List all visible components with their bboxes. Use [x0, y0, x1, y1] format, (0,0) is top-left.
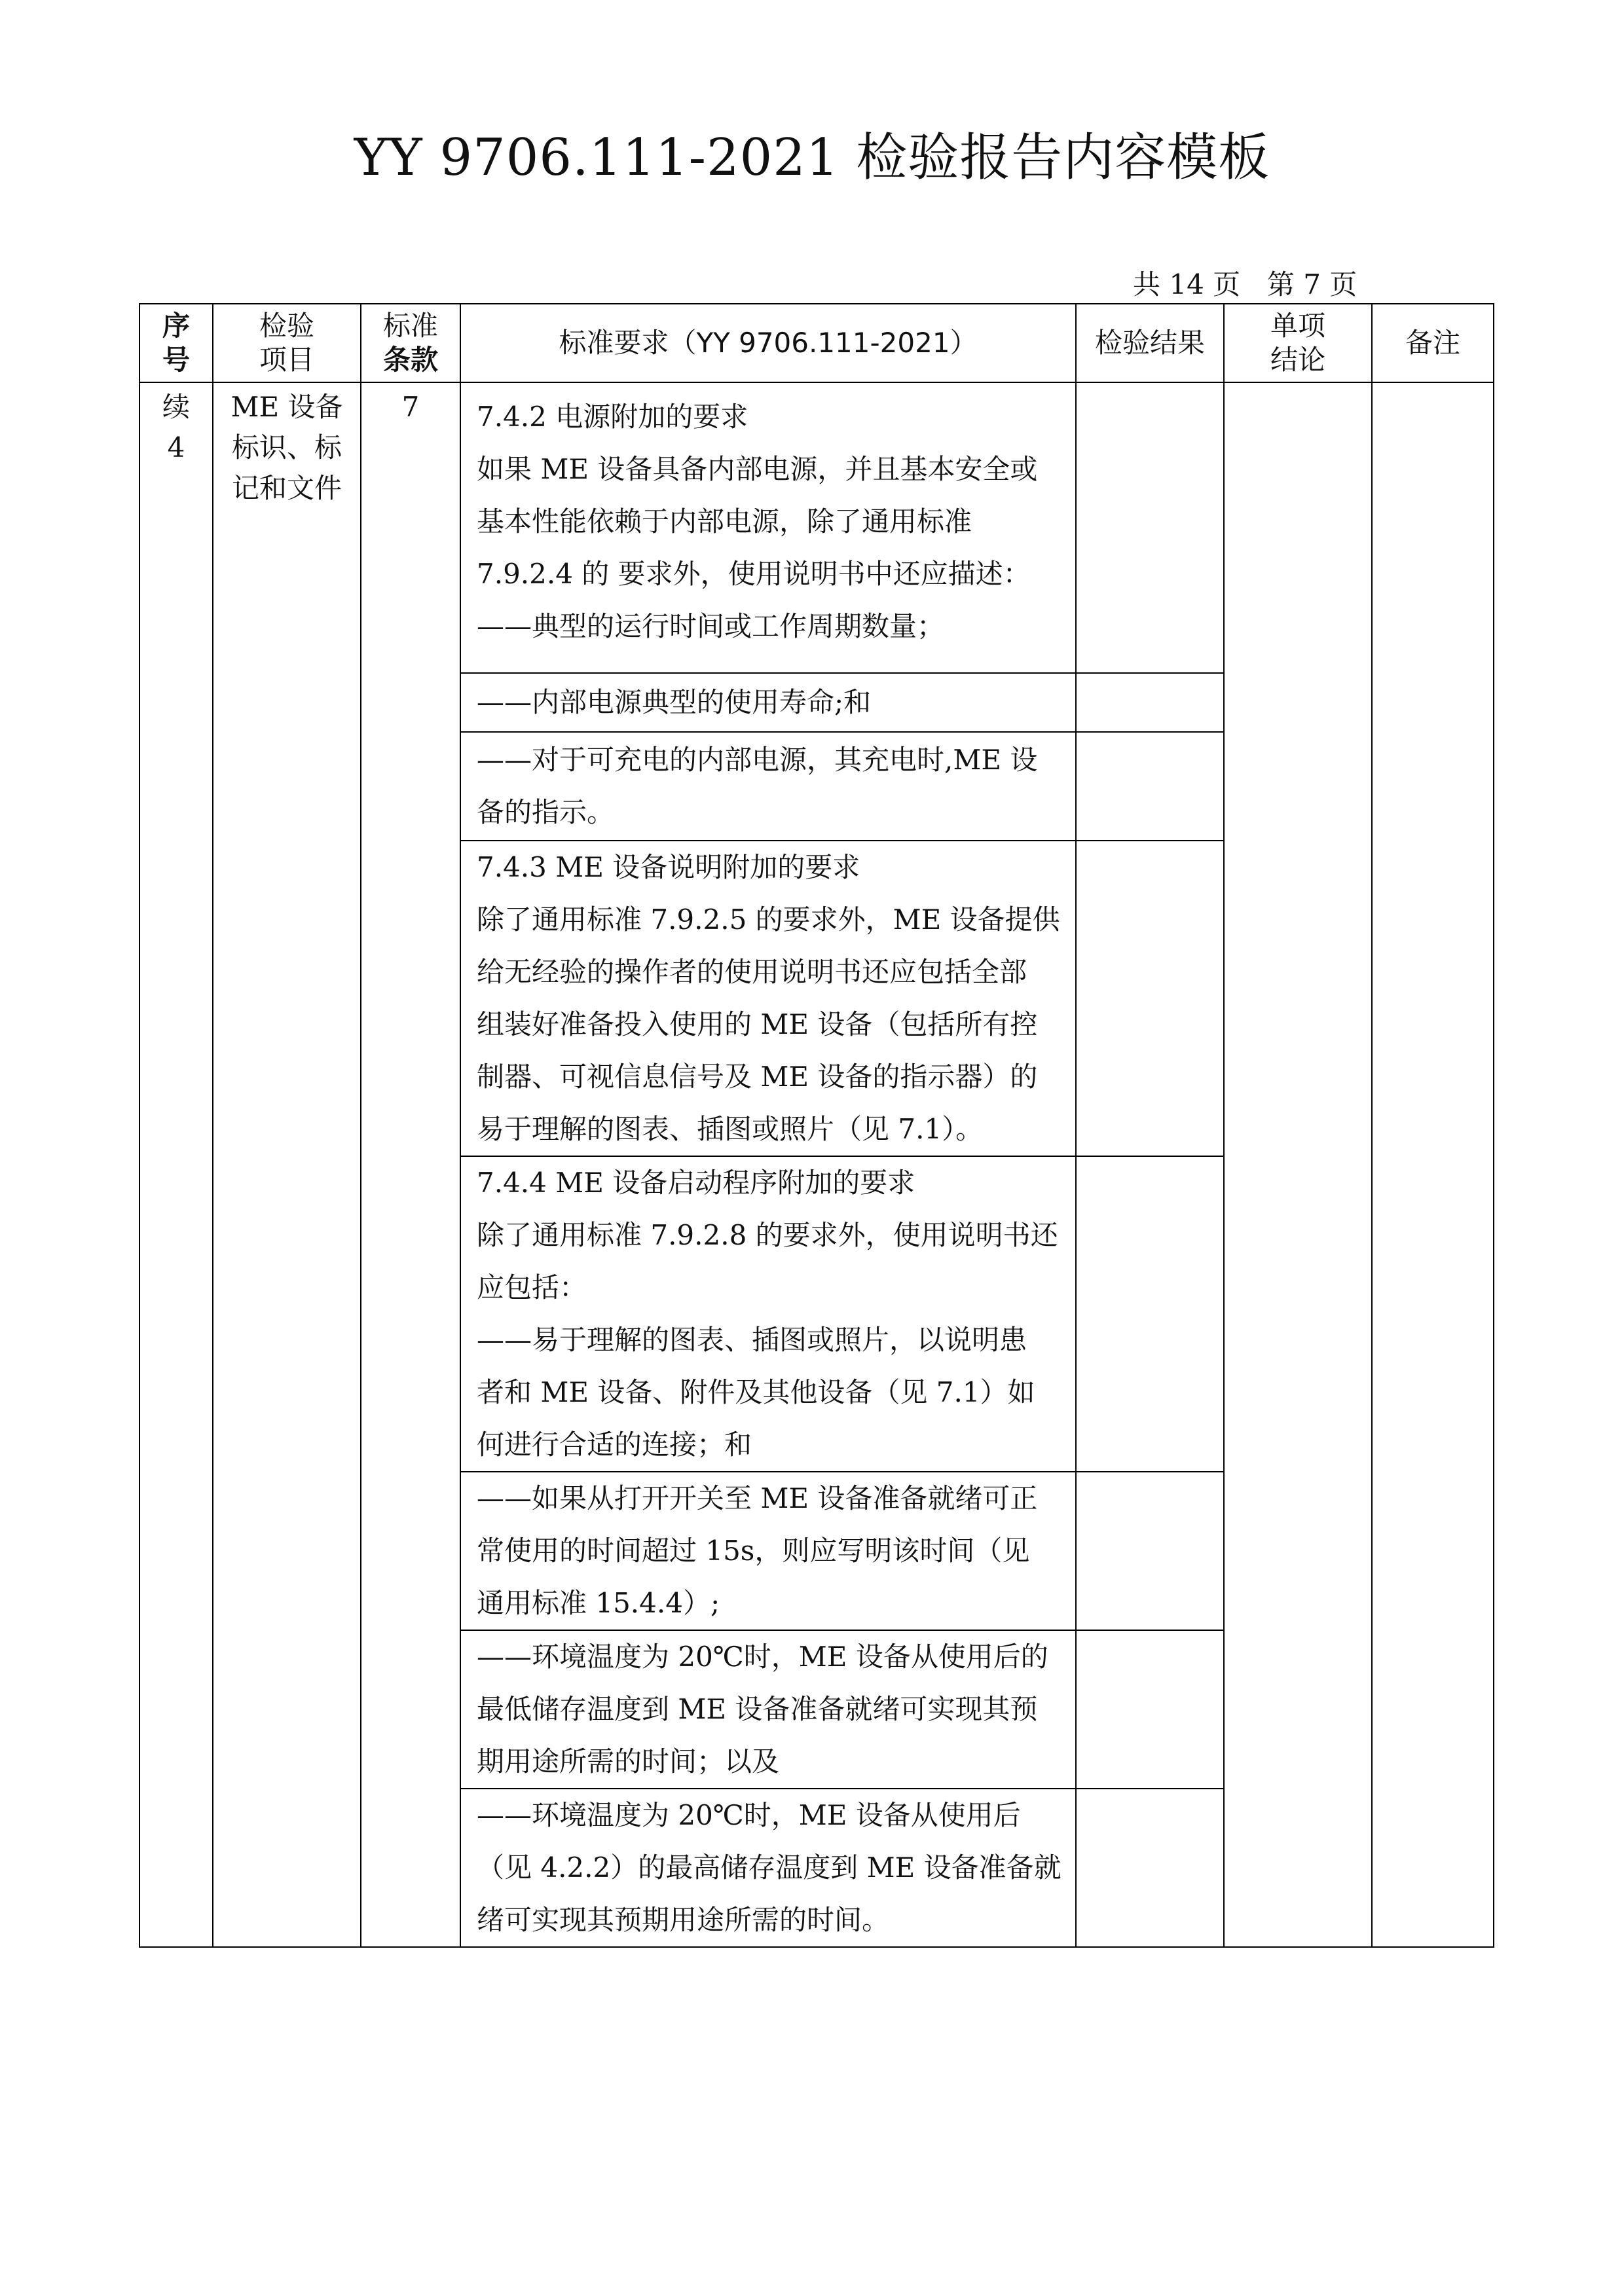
cell-clause: 7	[361, 382, 460, 1947]
header-result: 检验结果	[1076, 304, 1224, 382]
page-total: 共 14 页	[1133, 268, 1241, 301]
inspection-table	[139, 303, 1494, 1948]
requirement-cell: ——如果从打开开关至 ME 设备准备就绪可正 常使用的时间超过 15s，则应写明该时间（见 通用标准 15.4.4）;	[460, 1472, 1076, 1630]
remark-cell[interactable]	[1372, 382, 1494, 1947]
result-cell[interactable]	[1076, 673, 1224, 732]
result-cell[interactable]	[1076, 1630, 1224, 1789]
table-row	[139, 382, 1494, 673]
requirement-cell: ——内部电源典型的使用寿命;和	[460, 673, 1076, 732]
result-cell[interactable]	[1076, 732, 1224, 841]
header-requirement: 标准要求（YY 9706.111-2021）	[460, 304, 1076, 382]
result-cell[interactable]	[1076, 1789, 1224, 1947]
requirement-cell: ——对于可充电的内部电源，其充电时,ME 设 备的指示。	[460, 732, 1076, 841]
result-cell[interactable]	[1076, 1156, 1224, 1472]
cell-item: ME 设备 标识、标 记和文件	[213, 382, 361, 1947]
requirement-cell: 7.4.2 电源附加的要求 如果 ME 设备具备内部电源，并且基本安全或 基本性能依赖于内部电源，除了通用标准 7.9.2.4 的 要求外，使用说明书中还应描述： ——典型的运行时间或工作周期数量；	[460, 382, 1076, 673]
requirement-cell: 7.4.4 ME 设备启动程序附加的要求 除了通用标准 7.9.2.8 的要求外，使用说明书还 应包括： ——易于理解的图表、插图或照片，以说明患 者和 ME 设备、附件及其他设备（见 7.1）如 何进行合适的连接；和	[460, 1156, 1076, 1472]
header-clause: 标准 条款	[361, 304, 460, 382]
cell-seq: 续 4	[139, 382, 213, 1947]
header-item: 检验 项目	[213, 304, 361, 382]
requirement-cell: 7.4.3 ME 设备说明附加的要求 除了通用标准 7.9.2.5 的要求外，ME 设备提供 给无经验的操作者的使用说明书还应包括全部 组装好准备投入使用的 ME 设备（包括所有控 制器、可视信息信号及 ME 设备的指示器）的 易于理解的图表、插图或照片（见 7.1）。	[460, 841, 1076, 1156]
header-conclusion: 单项 结论	[1224, 304, 1372, 382]
page-current: 第 7 页	[1266, 268, 1357, 301]
result-cell[interactable]	[1076, 382, 1224, 673]
page-info	[1133, 263, 1366, 302]
header-row	[139, 304, 1494, 382]
conclusion-cell[interactable]	[1224, 382, 1372, 1947]
header-remark: 备注	[1372, 304, 1494, 382]
header-seq: 序 号	[139, 304, 213, 382]
result-cell[interactable]	[1076, 1472, 1224, 1630]
requirement-cell: ——环境温度为 20℃时，ME 设备从使用后的 最低储存温度到 ME 设备准备就绪可实现其预 期用途所需的时间；以及	[460, 1630, 1076, 1789]
requirement-cell: ——环境温度为 20℃时，ME 设备从使用后 （见 4.2.2）的最高储存温度到 ME 设备准备就 绪可实现其预期用途所需的时间。	[460, 1789, 1076, 1947]
result-cell[interactable]	[1076, 841, 1224, 1156]
page-title: YY 9706.111-2021 检验报告内容模板	[354, 128, 1270, 187]
